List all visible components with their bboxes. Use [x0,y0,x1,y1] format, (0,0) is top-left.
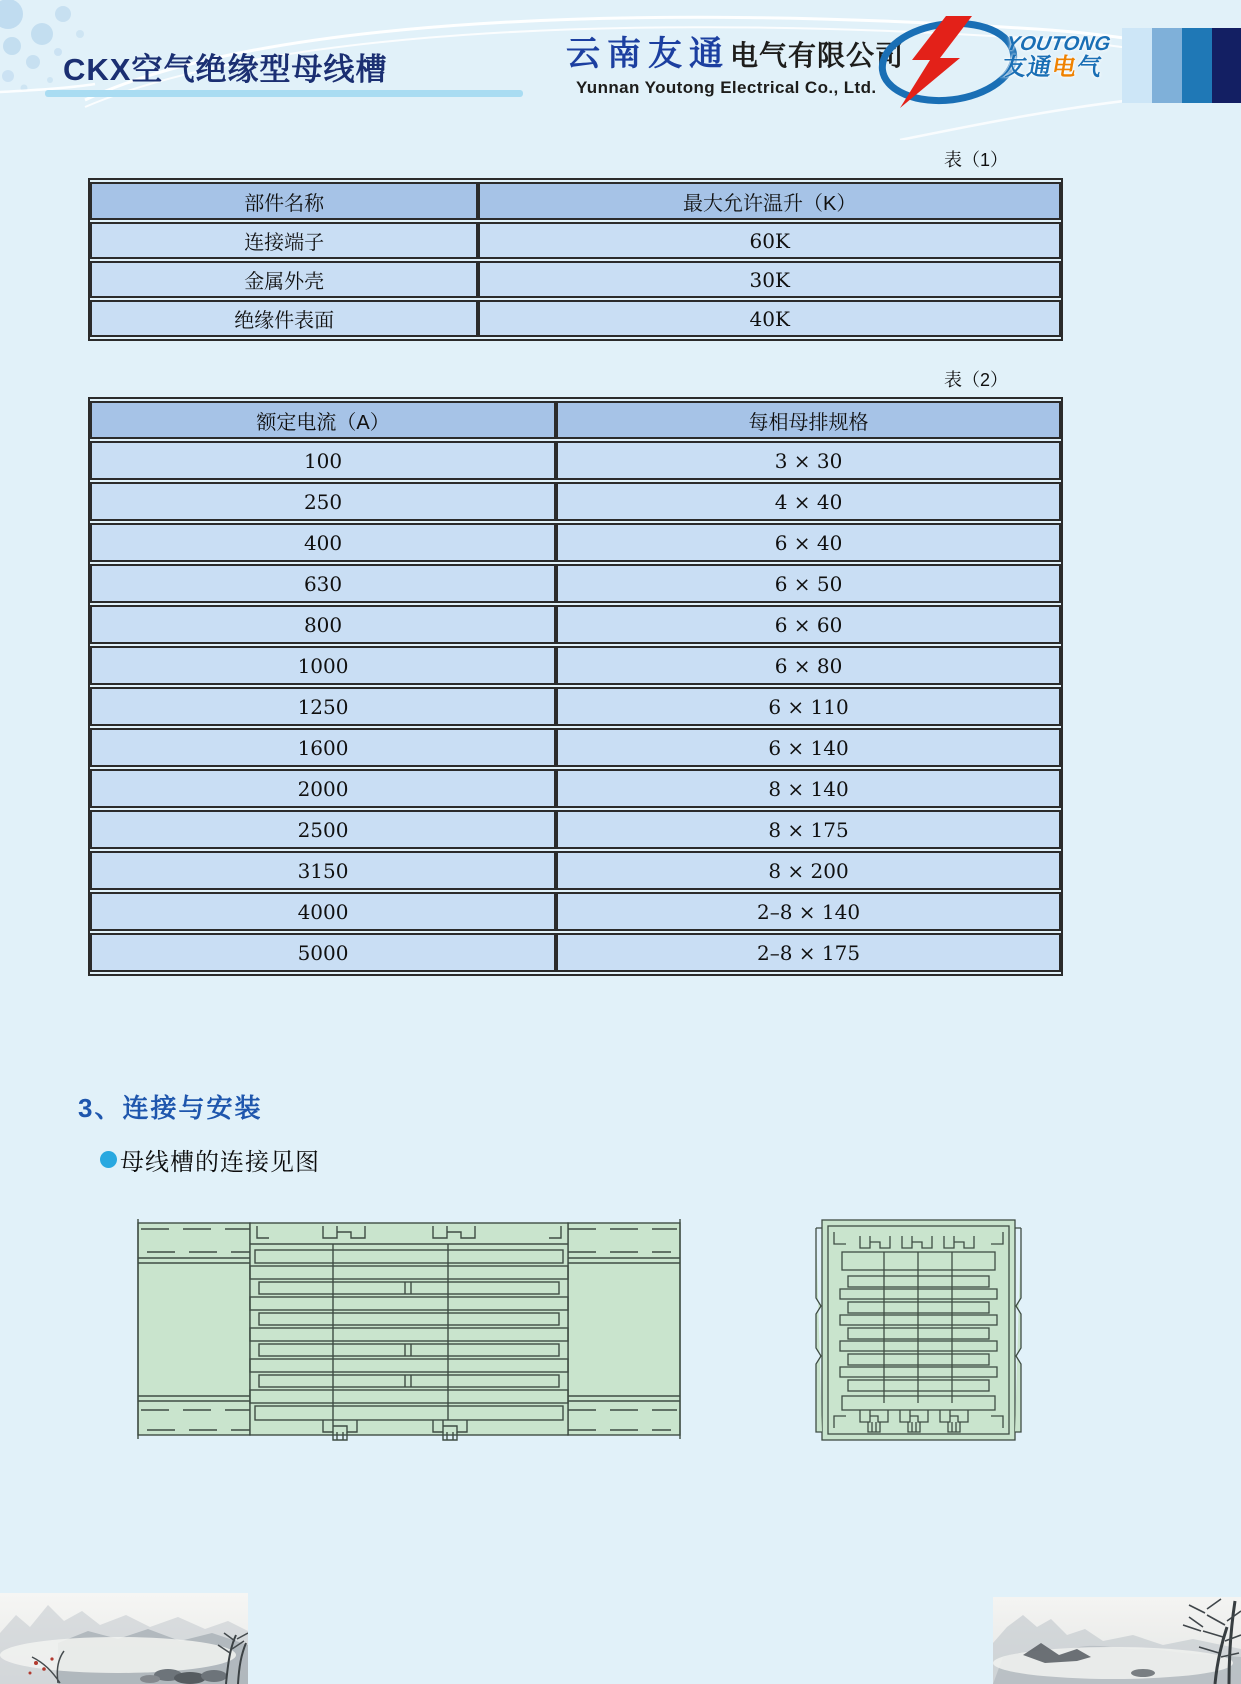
company-name-block [566,26,904,98]
table-cell: 2–8 × 175 [556,933,1061,972]
logo-text [1000,34,1112,80]
table-cell: 8 × 200 [556,851,1061,890]
company-name-cn [566,26,904,75]
column-header: 额定电流（A） [90,401,556,439]
table-cell: 6 × 60 [556,605,1061,644]
table-cell: 5000 [90,933,556,972]
table-row [90,810,1061,849]
busway-cross-section-figure [812,1218,1025,1443]
busway-joint-side-view-figure [137,1218,681,1441]
table-cell: 1600 [90,728,556,767]
table-row [90,482,1061,521]
corner-stripes-decoration [1122,28,1241,103]
stripe-navy [1212,28,1241,103]
table-row [90,523,1061,562]
table-cell: 2500 [90,810,556,849]
table-row [90,892,1061,931]
table-cell: 30K [478,261,1061,298]
table1-label: 表（1） [943,150,1008,170]
logo-cn-right: 气 [1074,54,1105,81]
table-header-row [90,182,1061,220]
table-cell: 250 [90,482,556,521]
table-cell: 100 [90,441,556,480]
table-cell: 2000 [90,769,556,808]
table-cell: 630 [90,564,556,603]
title-underline-bar [45,90,523,97]
table-cell: 800 [90,605,556,644]
table-row [90,769,1061,808]
table-cell: 1000 [90,646,556,685]
bullet-line [100,1142,320,1177]
table-cell: 4000 [90,892,556,931]
logo-wordmark-cn [1000,55,1109,80]
ink-painting-left [0,1593,248,1684]
table-row [90,646,1061,685]
table-row [90,728,1061,767]
ink-painting-right [993,1597,1241,1684]
table-cell: 60K [478,222,1061,259]
bullet-dot-icon [100,1151,117,1168]
table-cell: 6 × 110 [556,687,1061,726]
table-row [90,222,1061,259]
company-name-cn-blue: 云南友通 [566,35,730,73]
table-row [90,564,1061,603]
table-row [90,687,1061,726]
table-header-row [90,401,1061,439]
stripe-light-blue [1122,28,1152,103]
logo-cn-left: 友通 [999,54,1055,81]
table-cell: 400 [90,523,556,562]
company-name-en: Yunnan Youtong Electrical Co., Ltd. [576,78,877,97]
column-header: 最大允许温升（K） [478,182,1061,220]
table-cell: 绝缘件表面 [90,300,478,337]
logo-cn-mid: 电 [1049,54,1080,81]
bullet-text: 母线槽的连接见图 [120,1149,320,1176]
stripe-medium-blue [1152,28,1182,103]
table-cell: 6 × 50 [556,564,1061,603]
page-title: CKX空气绝缘型母线槽 [63,52,388,87]
table-cell: 金属外壳 [90,261,478,298]
table-cell: 40K [478,300,1061,337]
logo-wordmark-en: YOUTONG [1004,33,1113,55]
table-cell: 4 × 40 [556,482,1061,521]
table-cell: 1250 [90,687,556,726]
table-cell: 3 × 30 [556,441,1061,480]
company-logo [876,14,1126,110]
company-name-cn-black: 电气有限公司 [730,40,905,71]
table-row [90,261,1061,298]
temperature-rise-table [88,178,1063,341]
table-cell: 8 × 140 [556,769,1061,808]
table-cell: 6 × 40 [556,523,1061,562]
section-heading: 3、连接与安装 [78,1093,263,1123]
table2-label: 表（2） [943,370,1008,390]
table-cell: 连接端子 [90,222,478,259]
table-row [90,605,1061,644]
table-cell: 8 × 175 [556,810,1061,849]
table-cell: 6 × 140 [556,728,1061,767]
busbar-spec-table [88,397,1063,976]
table-cell: 6 × 80 [556,646,1061,685]
column-header: 部件名称 [90,182,478,220]
stripe-dark-blue [1182,28,1212,103]
table-cell: 3150 [90,851,556,890]
table-row [90,933,1061,972]
table-cell: 2–8 × 140 [556,892,1061,931]
table-row [90,851,1061,890]
table-row [90,441,1061,480]
table-row [90,300,1061,337]
column-header: 每相母排规格 [556,401,1061,439]
